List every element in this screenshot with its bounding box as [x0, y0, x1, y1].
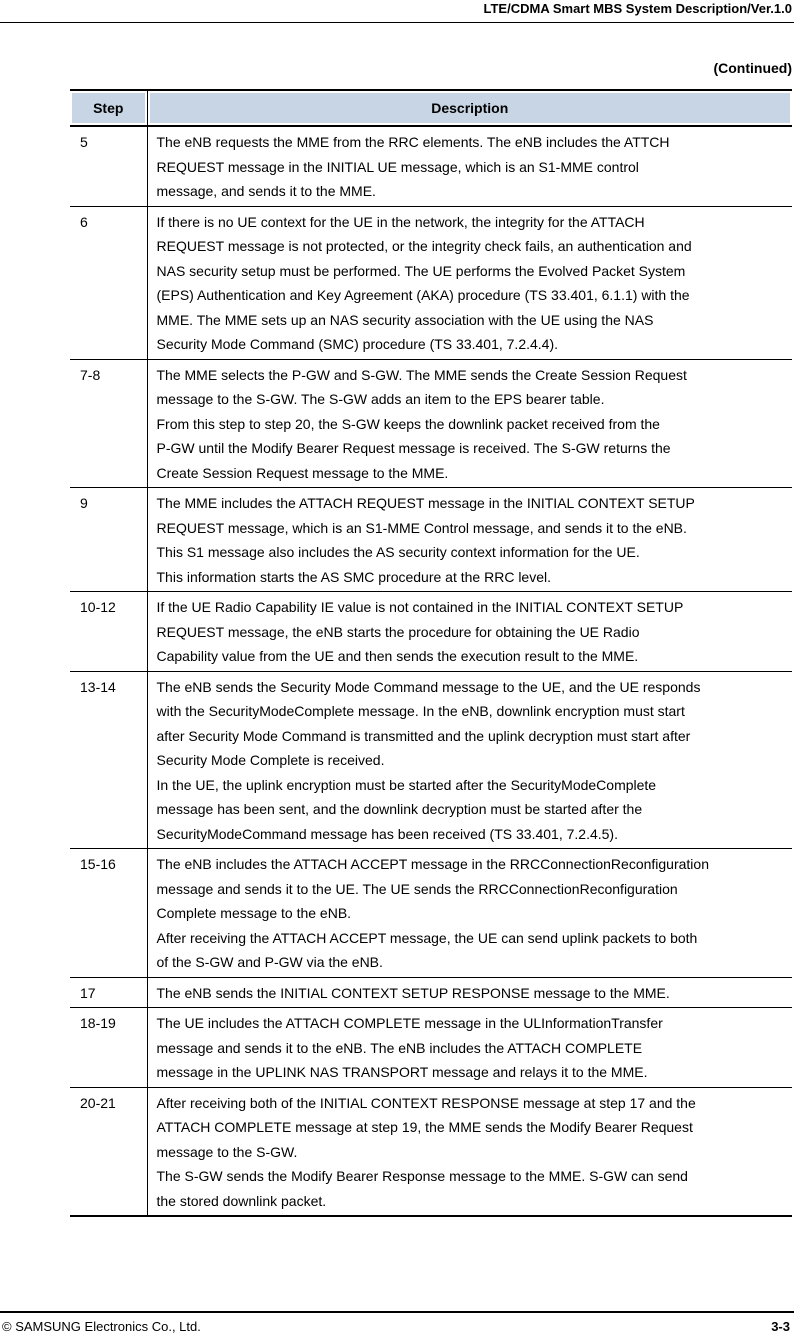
description-line: (EPS) Authentication and Key Agreement (AKA) procedure (TS 33.401, 6.1.1) with the — [156, 287, 690, 303]
description-line: message in the UPLINK NAS TRANSPORT message and relays it to the MME. — [156, 1064, 648, 1080]
description-line: The eNB includes the ATTACH ACCEPT message in the RRCConnectionReconfiguration — [156, 856, 709, 872]
step-number: 9 — [70, 488, 147, 592]
description-line: The MME includes the ATTACH REQUEST message in the INITIAL CONTEXT SETUP — [156, 495, 695, 511]
step-description — [147, 1087, 792, 1216]
description-line: REQUEST message in the INITIAL UE message, which is an S1-MME control — [156, 158, 639, 175]
table-row — [70, 977, 792, 1008]
table-body — [70, 126, 792, 1216]
description-line: SecurityModeCommand message has been received (TS 33.401, 7.2.4.5). — [156, 825, 618, 842]
description-line: with the SecurityModeComplete message. In the eNB, downlink encryption must start — [156, 703, 685, 719]
description-line: Complete message to the eNB. — [156, 905, 352, 921]
description-line: REQUEST message is not protected, or the integrity check fails, an authentication and — [156, 238, 692, 254]
step-number: 6 — [70, 206, 147, 359]
step-description — [147, 592, 792, 672]
table-row — [70, 1087, 792, 1216]
description-line: message to the S-GW. The S-GW adds an item to the EPS bearer table. — [156, 391, 605, 407]
description-line: Capability value from the UE and then sends the execution result to the MME. — [156, 648, 639, 664]
header-rule — [0, 22, 794, 23]
step-description — [147, 977, 792, 1008]
description-line: Security Mode Complete is received. — [156, 752, 385, 768]
description-line: In the UE, the uplink encryption must be started after the SecurityModeComplete — [156, 776, 657, 793]
step-description — [147, 126, 792, 206]
description-line: message has been sent, and the downlink decryption must be started after the — [156, 801, 643, 817]
page-number: 3-3 — [771, 1319, 790, 1334]
description-line: Create Session Request message to the MME. — [156, 464, 449, 481]
description-line: MME. The MME sets up an NAS security association with the UE using the NAS — [156, 311, 654, 328]
description-line: The eNB sends the Security Mode Command message to the UE, and the UE responds — [156, 678, 701, 695]
step-number: 13-14 — [70, 671, 147, 849]
description-line: If the UE Radio Capability IE value is not contained in the INITIAL CONTEXT SETUP — [156, 599, 684, 615]
step-number: 18-19 — [70, 1008, 147, 1088]
table-header-row — [70, 90, 792, 126]
description-line: After receiving the ATTACH ACCEPT message, the UE can send uplink packets to both — [156, 929, 698, 946]
step-description — [147, 1008, 792, 1088]
description-line: The eNB requests the MME from the RRC elements. The eNB includes the ATTCH — [156, 134, 670, 150]
step-number: 7-8 — [70, 359, 147, 488]
table-row — [70, 671, 792, 849]
description-line: The UE includes the ATTACH COMPLETE message in the ULInformationTransfer — [156, 1015, 663, 1031]
description-line: If there is no UE context for the UE in the network, the integrity for the ATTACH — [156, 213, 645, 230]
table-row — [70, 849, 792, 978]
step-description — [147, 488, 792, 592]
steps-table — [70, 89, 792, 1217]
step-number: 15-16 — [70, 849, 147, 978]
description-line: Security Mode Command (SMC) procedure (TS 33.401, 7.2.4.4). — [156, 336, 559, 352]
description-line: REQUEST message, which is an S1-MME Control message, and sends it to the eNB. — [156, 519, 687, 536]
table-row — [70, 359, 792, 488]
description-line: message, and sends it to the MME. — [156, 183, 376, 199]
description-line: NAS security setup must be performed. The UE performs the Evolved Packet System — [156, 262, 686, 279]
column-header-step: Step — [70, 90, 147, 126]
description-line: message and sends it to the UE. The UE sends the RRCConnectionReconfiguration — [156, 880, 678, 897]
step-number: 5 — [70, 126, 147, 206]
description-line: After receiving both of the INITIAL CONTEXT RESPONSE message at step 17 and the — [156, 1094, 696, 1111]
description-line: This information starts the AS SMC procedure at the RRC level. — [156, 568, 551, 585]
step-number: 10-12 — [70, 592, 147, 672]
continued-label: (Continued) — [713, 60, 792, 76]
table-row — [70, 488, 792, 592]
column-header-description: Description — [147, 90, 792, 126]
table-row — [70, 126, 792, 206]
description-line: ATTACH COMPLETE message at step 19, the MME sends the Modify Bearer Request — [156, 1119, 693, 1135]
table-row — [70, 206, 792, 359]
copyright-notice: © SAMSUNG Electronics Co., Ltd. — [2, 1319, 201, 1334]
table-row — [70, 1008, 792, 1088]
description-line: The eNB sends the INITIAL CONTEXT SETUP RESPONSE message to the MME. — [156, 984, 670, 1001]
table-row — [70, 592, 792, 672]
step-description — [147, 359, 792, 488]
description-line: The S-GW sends the Modify Bearer Response message to the MME. S-GW can send — [156, 1168, 688, 1184]
description-line: P-GW until the Modify Bearer Request message is received. The S-GW returns the — [156, 440, 671, 456]
description-line: of the S-GW and P-GW via the eNB. — [156, 954, 383, 970]
step-number: 20-21 — [70, 1087, 147, 1216]
description-line: REQUEST message, the eNB starts the procedure for obtaining the UE Radio — [156, 623, 640, 640]
step-description — [147, 671, 792, 849]
description-line: message to the S-GW. — [156, 1143, 298, 1160]
step-number: 17 — [70, 977, 147, 1008]
description-line: the stored downlink packet. — [156, 1192, 327, 1209]
description-line: message and sends it to the eNB. The eNB includes the ATTACH COMPLETE — [156, 1039, 643, 1056]
footer-rule — [0, 1311, 794, 1313]
description-line: after Security Mode Command is transmitted and the uplink decryption must start after — [156, 727, 691, 744]
description-line: This S1 message also includes the AS security context information for the UE. — [156, 544, 640, 560]
step-description — [147, 849, 792, 978]
page-header-title: LTE/CDMA Smart MBS System Description/Ver.1.0 — [483, 1, 792, 16]
description-line: The MME selects the P-GW and S-GW. The MME sends the Create Session Request — [156, 366, 687, 383]
step-description — [147, 206, 792, 359]
description-line: From this step to step 20, the S-GW keeps the downlink packet received from the — [156, 415, 660, 432]
